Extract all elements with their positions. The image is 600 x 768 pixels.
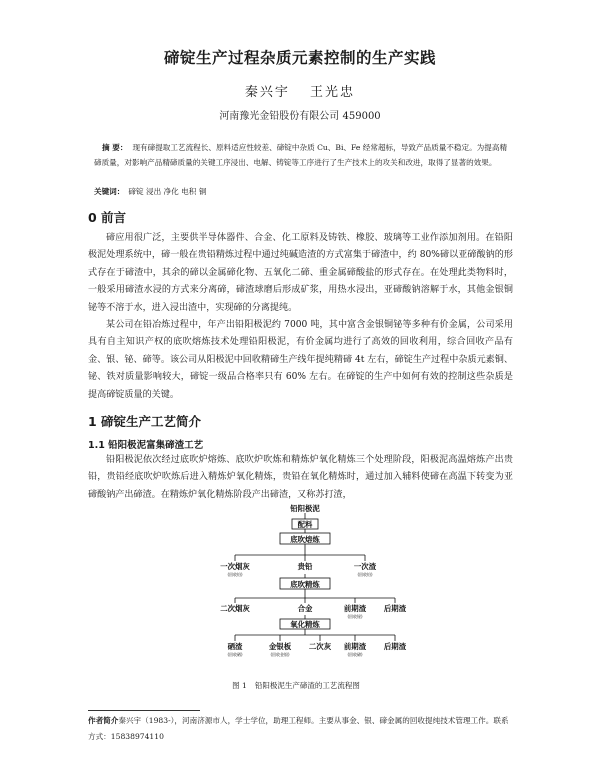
abstract [94, 140, 514, 170]
node-ingredient: 配料 [297, 520, 313, 529]
node-smelt: 底吹熔炼 [290, 535, 320, 544]
node-back-slag: 后期渣 [383, 604, 407, 613]
subsection-heading: 1.1 铅阳极泥富集碲渣工艺 [88, 440, 204, 451]
node-alloy: 合金 [297, 604, 313, 613]
node-front2-note: (回收碲) [347, 652, 363, 657]
abstract-label: 摘 要： [102, 143, 128, 152]
section-heading-intro: 0 前言 [88, 210, 127, 225]
node-selenium: 硒渣 [227, 642, 243, 651]
footnote-label: 作者简介 [88, 716, 119, 725]
abstract-text: 现有碲提取工艺流程长、原料适应性较差、碲锭中杂质 Cu、Bi、Fe 经常超标，导致产品质量不稳定。为提高精碲质量，对影响产品精碲质量的关键工序浸出、电解、铸锭等工序进行了生产技术上的攻关和改进，取得了显著的效果。 [94, 143, 508, 168]
node-ash2: 二次烟灰 [220, 604, 250, 613]
authors: 秦兴宇 王光忠 [244, 85, 356, 100]
affiliation: 河南豫光金铅股份有限公司 459000 [219, 111, 381, 122]
process-flowchart [200, 503, 520, 683]
node-front-note: (回收铋) [347, 614, 363, 619]
footnote-text: 秦兴宇（1983-），河南济源市人，学士学位，助理工程师。主要从事金、银、碲金属的回收提纯技术管理工作。联系方式：15838974110 [88, 716, 509, 742]
node-ash1: 一次烟灰 [220, 562, 250, 571]
intro-paragraph-1: 碲应用很广泛，主要供半导体器件、合金、化工原料及铸铁、橡胶、玻璃等工业作添加剂用。在铅阳极泥处理系统中，碲一般在贵铅精炼过程中通过纯碱造渣的方式富集于碲渣中，约 80%碲以亚碲酸钠的形式存在于碲渣中，其余的碲以金属碲化物、五氧化二碲、重金属碲酸盐的形式存在。在处理此类物料时，一般采用碲渣水浸的方式来分离碲，碲渣球磨后形成矿浆，用热水浸出，亚碲酸钠溶解于水，其他金银铜铋等不溶于水，进入浸出渣中，实现碲的分离提纯。 [88, 233, 513, 313]
section-heading-process: 1 碲锭生产工艺简介 [88, 414, 202, 429]
node-oxid: 氧化精炼 [290, 620, 320, 629]
keywords [94, 186, 206, 197]
figure-caption-text: 铅阳极泥生产碲渣的工艺流程图 [254, 681, 360, 690]
author-footnote [88, 713, 513, 746]
intro-paragraph-2: 某公司在铅冶炼过程中，年产出铅阳极泥约 7000 吨，其中富含金银铜铋等多种有价金属，公司采用具有自主知识产权的底吹熔炼技术处理铅阳极泥，有价金属均进行了高效的回收利用，综合回收产品有金、银、铋、碲等。该公司从阳极泥中回收精碲生产线年提纯精碲 4t 左右，碲锭生产过程中杂质元素铜、铋、铁对质量影响较大，碲锭一级品合格率只有 60% 左右。在碲锭的生产中如何有效的控制这些杂质是提高碲锭质量的关键。 [88, 320, 513, 400]
node-gold-note: (回收金银) [270, 652, 290, 657]
footnote-divider [88, 710, 200, 711]
node-ash1-note: (回收铅) [227, 572, 243, 577]
node-lead: 贵铅 [297, 562, 313, 571]
node-blow: 底吹精炼 [290, 580, 320, 589]
node-slag1: 一次渣 [353, 562, 377, 571]
keywords-text: 碲锭 浸出 净化 电积 铜 [128, 187, 207, 196]
node-slag2: 二次灰 [308, 642, 332, 651]
paper-title: 碲锭生产过程杂质元素控制的生产实践 [163, 49, 436, 67]
keywords-label: 关键词： [94, 187, 125, 196]
node-slag1-note: (回收铅) [357, 572, 373, 577]
node-front-slag2: 前期渣 [343, 642, 367, 651]
node-gold-plate: 金银板 [268, 642, 292, 651]
node-front-slag: 前期渣 [343, 604, 367, 613]
node-back-slag2: 后期渣 [383, 642, 407, 651]
node-selenium-note: (回收硒) [227, 652, 243, 657]
figure-caption-label: 图 1 [232, 681, 247, 690]
process-paragraph-1: 铅阳极泥依次经过底吹炉熔炼、底吹炉吹炼和精炼炉氧化精炼三个处理阶段，阳极泥高温熔炼产出贵铅，贵铅经底吹炉吹炼后进入精炼炉氧化精炼，贵铅在氧化精炼时，通过加入辅料使碲在高温下转变为亚碲酸钠产出碲渣。在精炼炉氧化精炼阶段产出碲渣，又称苏打渣， [88, 455, 513, 500]
node-mud: 铅阳极泥 [290, 504, 320, 513]
figure-caption [0, 680, 600, 691]
